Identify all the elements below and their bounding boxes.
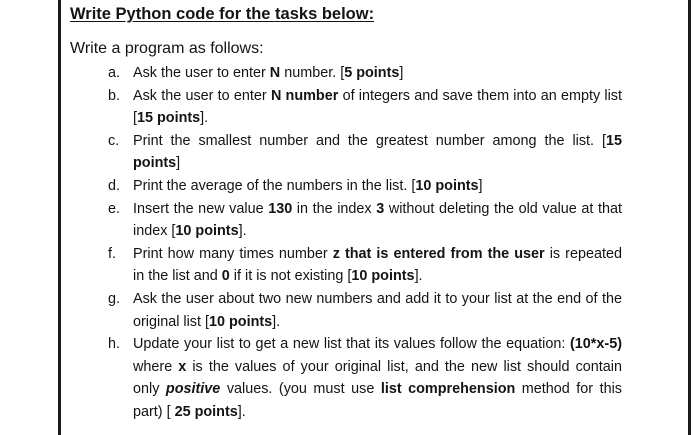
task-text-segment: (10*x-5)	[570, 336, 622, 353]
task-text	[133, 288, 622, 333]
task-text	[133, 333, 622, 423]
task-text-segment: is the values of your original list, and the new list should contain only	[133, 358, 622, 398]
task-text-segment: values. (you must use	[220, 381, 381, 398]
task-text-segment: 10 points	[415, 177, 479, 194]
task-text-segment: number. [	[280, 65, 345, 81]
task-text-segment: ].	[272, 313, 281, 330]
task-item-b	[108, 85, 622, 130]
task-letter: e.	[108, 200, 121, 217]
task-item-c	[108, 130, 622, 175]
task-letter: h.	[108, 336, 121, 353]
task-text-segment: if it is not existing [	[229, 268, 352, 285]
task-text-segment: positive	[165, 381, 221, 398]
task-text	[133, 130, 622, 175]
task-letter: a.	[108, 65, 121, 81]
task-text-segment: Update your list to get a new list that its values follow the equation:	[133, 336, 570, 353]
task-item-a	[108, 62, 622, 85]
left-border-line	[58, 0, 61, 435]
task-text-segment: Print the average of the numbers in the list. [	[133, 177, 416, 194]
task-text-segment: 10 points	[351, 268, 415, 285]
task-item-e	[108, 198, 622, 243]
task-item-h	[108, 333, 622, 423]
page-heading: Write Python code for the tasks below:	[70, 5, 375, 23]
task-text-segment: 5 points	[344, 65, 400, 81]
task-text-segment: N number	[270, 87, 339, 104]
task-text-segment: Ask the user about two new numbers and add it to your list at the end of the original list [	[133, 290, 622, 330]
task-text-segment: of integers and save them into an empty list [	[133, 87, 622, 127]
task-item-g	[108, 288, 622, 333]
task-text-segment: Print how many times number	[133, 245, 333, 262]
intro-text: Write a program as follows:	[70, 40, 264, 57]
task-text-segment: ]	[478, 177, 483, 194]
task-text-segment: z that is entered from the user	[332, 245, 545, 262]
task-letter: b.	[108, 87, 121, 104]
task-text-segment: Insert the new value	[133, 200, 269, 217]
task-text-segment: 10 points	[175, 223, 239, 240]
task-text-segment: is repeated in the list and	[133, 245, 622, 285]
task-text-segment: ].	[237, 403, 246, 420]
task-letter: g.	[108, 290, 121, 307]
task-text-segment: ]	[176, 155, 181, 172]
task-list	[108, 62, 622, 424]
task-text-segment: Print the smallest number and the greatest number among the list. [	[133, 132, 606, 149]
task-text-segment: list comprehension	[380, 381, 516, 398]
task-text	[133, 198, 622, 243]
task-text-segment: 10 points	[208, 313, 273, 330]
task-letter: c.	[108, 132, 120, 149]
task-text-segment: 15 points	[137, 110, 201, 127]
right-border-line	[688, 0, 691, 435]
task-text-segment: ]	[399, 65, 404, 81]
task-text-segment: method for this part) [	[133, 381, 622, 420]
task-text	[133, 62, 622, 85]
task-letter: f.	[108, 245, 116, 262]
task-text	[133, 175, 622, 198]
task-text-segment: Ask the user to enter	[133, 65, 270, 81]
task-text-segment: ].	[414, 268, 423, 285]
task-text-segment: N	[269, 65, 281, 81]
task-text-segment: in the index	[292, 200, 377, 217]
task-text-segment: where	[133, 358, 179, 375]
task-text-segment: without deleting the old value at that index [	[133, 200, 623, 240]
task-text	[133, 243, 622, 288]
task-text-segment: Ask the user to enter	[133, 87, 271, 104]
task-letter: d.	[108, 177, 121, 194]
task-text-segment: 0	[221, 268, 230, 285]
task-text-segment: 3	[376, 200, 385, 217]
task-text-segment: ].	[238, 223, 247, 240]
task-text-segment: ].	[200, 110, 209, 127]
task-text-segment: x	[178, 358, 187, 375]
task-text-segment: 130	[268, 200, 293, 217]
task-text-segment: 15 points	[133, 132, 622, 172]
task-text	[133, 85, 622, 130]
task-item-d	[108, 175, 622, 198]
task-item-f	[108, 243, 622, 288]
task-text-segment: 25 points	[174, 403, 238, 420]
